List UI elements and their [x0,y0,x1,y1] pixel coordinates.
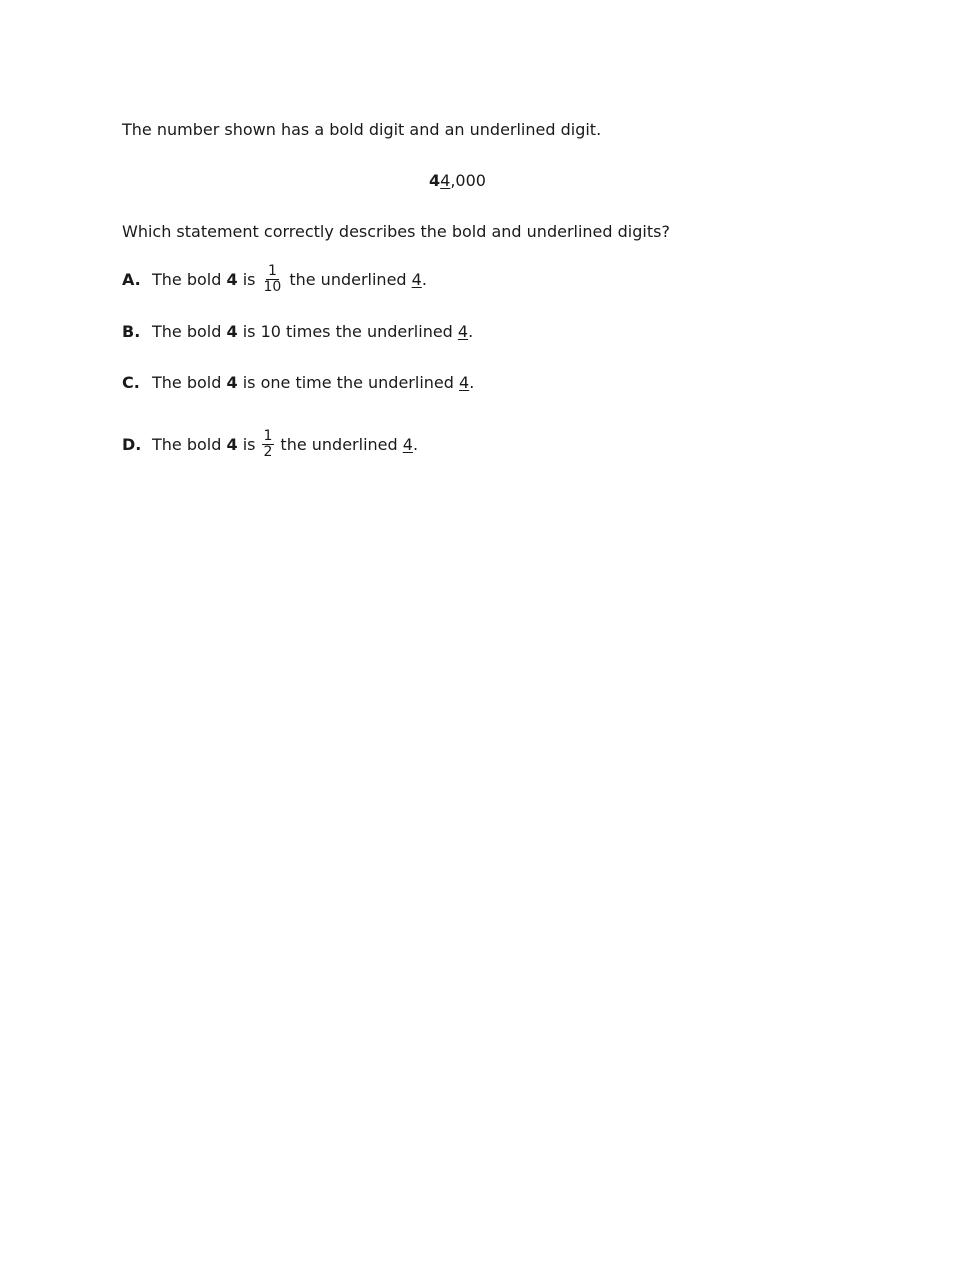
choice-text-end: . [412,434,419,454]
fraction [262,429,275,460]
choice-letter: A. [122,269,141,289]
choice-text-pre: The bold [152,321,227,341]
choice-letter: C. [122,372,140,392]
choice-text-pre: The bold [152,269,227,289]
choice-letter: B. [122,321,141,341]
bold-digit: 4 [429,171,441,190]
question-text: Which statement correctly describes the bold and underlined digits? [122,222,670,241]
choice-underlined-digit: 4 [402,434,413,454]
fraction [262,264,284,295]
fraction-denominator: 10 [263,278,282,295]
choice-a[interactable] [122,262,427,295]
choice-bold-digit: 4 [226,321,238,341]
choice-text-mid: is 10 times the underlined [237,321,458,341]
choice-text-pre: The bold [152,434,227,454]
choice-text-mid: is one time the underlined [237,372,459,392]
fraction-numerator: 1 [267,262,277,279]
number-rest: ,000 [450,171,486,190]
choice-text-mid: is [237,269,256,289]
underlined-digit: 4 [440,171,451,190]
choice-text-end: . [421,269,427,289]
choice-text-pre: The bold [152,372,227,392]
choice-b[interactable] [122,319,473,343]
choice-bold-digit: 4 [226,372,238,392]
choice-d[interactable] [122,427,419,460]
choice-text-end: . [468,321,474,341]
fraction-numerator: 1 [263,427,273,444]
number-display [0,171,915,191]
choice-text-post: the underlined [280,434,403,454]
choice-c[interactable] [122,370,474,394]
intro-text: The number shown has a bold digit and an underlined digit. [122,120,602,139]
choice-letter: D. [122,434,142,454]
choice-underlined-digit: 4 [411,269,422,289]
choice-text-mid: is [237,434,256,454]
fraction-denominator: 2 [263,443,273,460]
choice-bold-digit: 4 [226,434,238,454]
choice-text-end: . [469,372,475,392]
choice-underlined-digit: 4 [459,372,470,392]
choice-text-post: the underlined [289,269,412,289]
choice-underlined-digit: 4 [457,321,469,341]
choice-bold-digit: 4 [226,269,238,289]
